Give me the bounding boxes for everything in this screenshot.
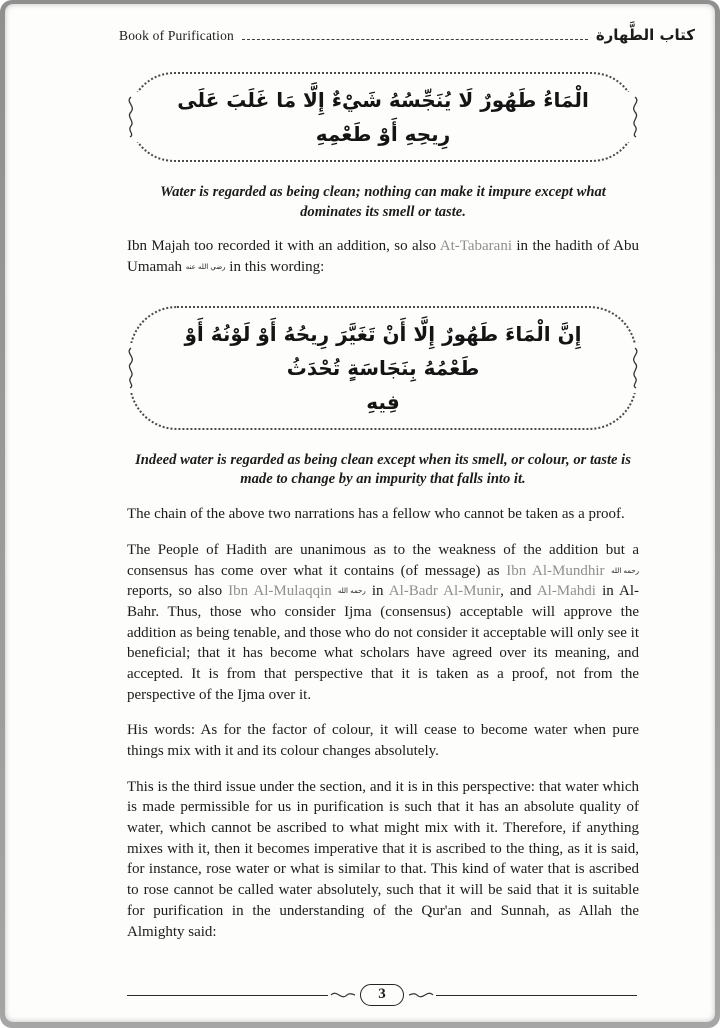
hadith-arabic-line-1: إِنَّ الْمَاءَ طَهُورٌ إِلَّا أَنْ تَغَيَّرَ رِيحُهُ أَوْ لَوْنُهُ أَوْ طَعْمُهُ بِنَجَاسَةٍ تُحْدَثُ	[184, 321, 582, 380]
scroll-ornament-icon	[330, 987, 356, 1003]
scholar-name: At-Tabarani	[439, 238, 512, 255]
paragraph-text: Ibn Majah too recorded it with an addition, so also	[127, 238, 440, 255]
scroll-ornament-icon	[627, 92, 644, 142]
hadith-arabic-text: الْمَاءُ طَهُورٌ لَا يُنَجِّسُهُ شَيْءٌ إِلَّا مَا غَلَبَ عَلَى رِيحِهِ أَوْ طَعْمِهِ	[177, 88, 589, 146]
paragraph-text: reports, so also	[127, 583, 229, 600]
paragraph-people-of-hadith	[127, 540, 639, 706]
scholar-name: Al-Mahdi	[536, 583, 596, 600]
hadith-box-1	[129, 72, 637, 162]
paragraph-his-words: His words: As for the factor of colour, it will cease to become water when pure things mix with it and its colour changes absolutely.	[127, 722, 639, 759]
page-content	[127, 72, 639, 942]
hadith-box-2	[129, 306, 637, 430]
paragraph-text: in this wording:	[225, 259, 325, 276]
paragraph-text: , and	[500, 583, 537, 600]
paragraph-text: The People of Hadith are unanimous as to the weakness of the addition but a consensus has come over what it contains (of message) as	[127, 541, 639, 579]
hadith-arabic-line-2: فِيهِ	[366, 389, 400, 414]
footer-rule-left	[127, 995, 328, 996]
hadith-translation: Water is regarded as being clean; nothing can make it impure except what dominates its smell or taste.	[160, 184, 606, 220]
scholar-name: Ibn Al-Mundhir	[506, 562, 605, 579]
scholar-name: Ibn Al-Mulaqqin	[228, 583, 332, 600]
header-title-english: Book of Purification	[119, 28, 234, 43]
paragraph-ibn-majah	[127, 236, 639, 277]
paragraph-third-issue: This is the third issue under the section, and it is in this perspective: that water which is made permissible for us in purification is such that it has an absolute quality of water, which cannot be ascribed to what might mix with it. Therefore, if anything mixes with it, then it becomes imperative that it is ascribed to the thing, as it is said, for instance, rose water or what is similar to that. This kind of water that is ascribed to rose cannot be called water absolutely, such that it will be said that it is suitable for purification in the understanding of the Qur'an and Sunnah, as Allah the Almighty said:	[127, 778, 639, 940]
hadith-translation: Indeed water is regarded as being clean except when its smell, or colour, or taste is made to change by an impurity that falls into it.	[135, 451, 631, 488]
book-title: Al-Badr Al-Munir	[388, 583, 501, 600]
header-leader-line	[242, 39, 588, 40]
honorific-mark: رضي الله عنه	[185, 263, 226, 272]
footer-rule-right	[436, 995, 637, 996]
scroll-ornament-icon	[122, 92, 139, 142]
page-footer	[127, 984, 637, 1006]
header-title-arabic: كتاب الطَّهارة	[595, 26, 695, 44]
paragraph-text: in Al-Bahr. Thus, those who consider Ijma (consensus) acceptable will approve the addition as being tenable, and those who do not consider it acceptable will only see it beneficial; that it has become what scholars have agreed over its meaning, and accepted. It is from that perspective that it is taken as a proof, not from the perspective of the Ijma over it.	[127, 583, 639, 703]
paragraph-chain: The chain of the above two narrations has a fellow who cannot be taken as a proof.	[127, 506, 625, 523]
scroll-ornament-icon	[627, 343, 644, 393]
paragraph-text: in the hadith of Abu Umamah	[127, 238, 639, 276]
honorific-mark: رحمه الله	[611, 566, 639, 575]
page-number: 3	[360, 984, 404, 1006]
page-header	[119, 26, 695, 44]
paragraph-text: in	[365, 583, 389, 600]
scroll-ornament-icon	[122, 343, 139, 393]
book-page	[5, 4, 715, 1022]
scroll-ornament-icon	[408, 987, 434, 1003]
honorific-mark: رحمه الله	[337, 587, 366, 596]
